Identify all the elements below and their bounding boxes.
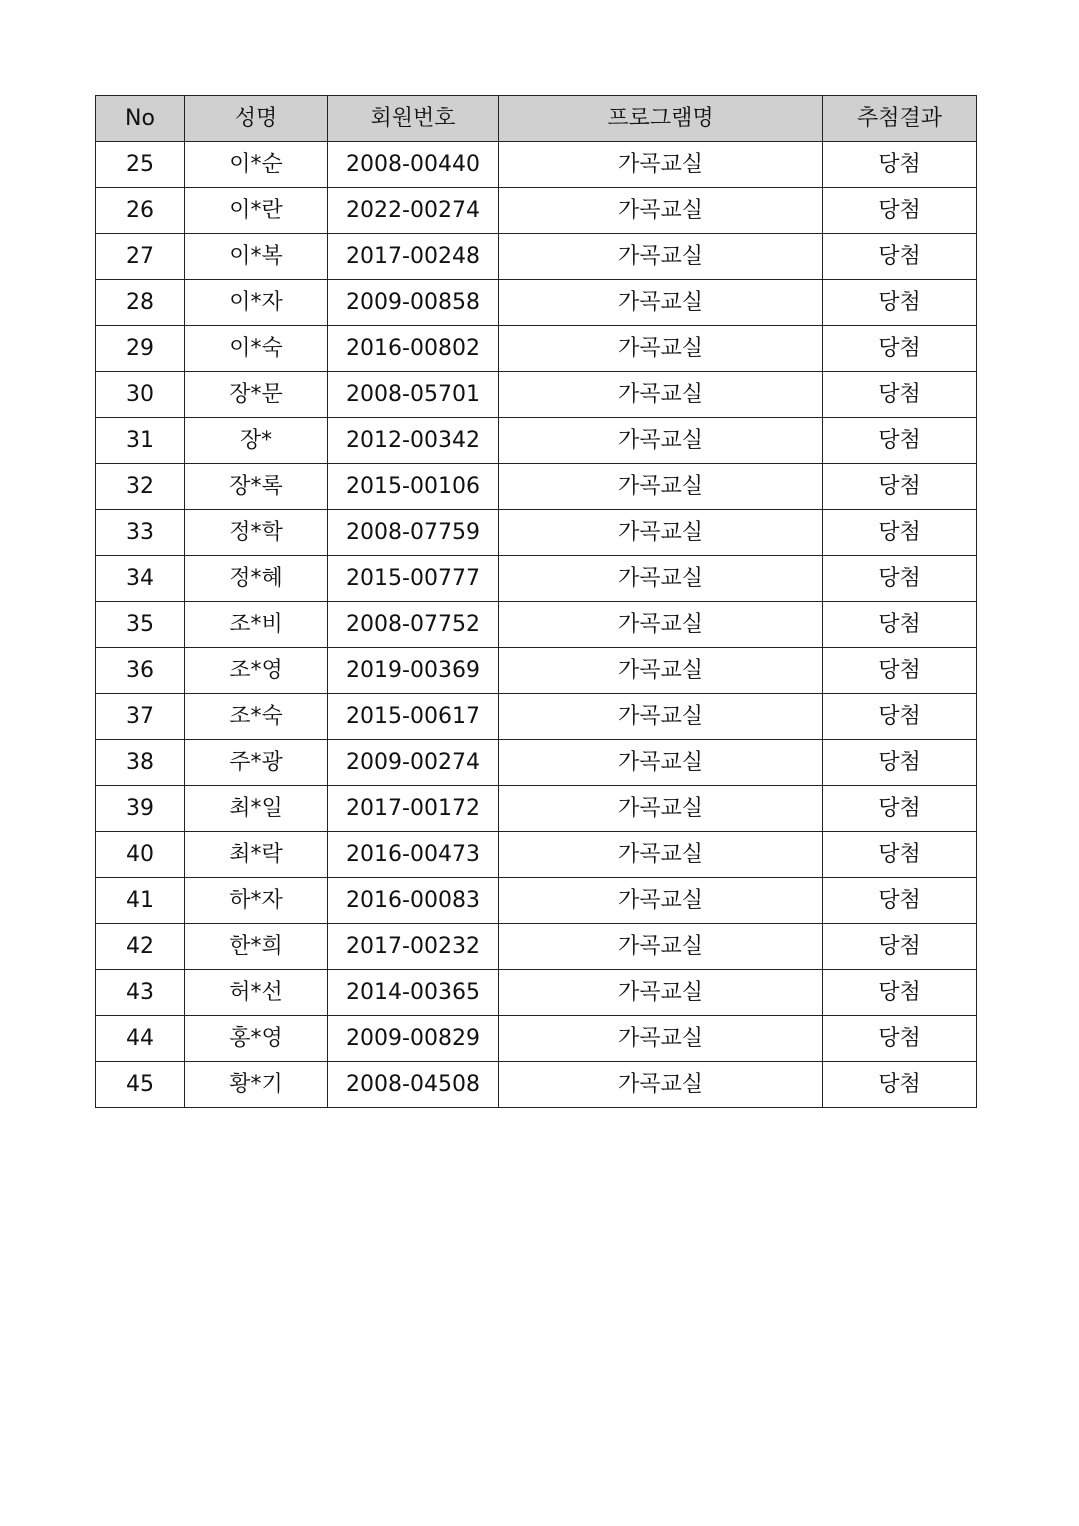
cell-member-id: 2008-05701 [328, 372, 499, 418]
table-row [96, 234, 977, 280]
cell-member-id: 2012-00342 [328, 418, 499, 464]
cell-member-id: 2009-00829 [328, 1016, 499, 1062]
header-name: 성명 [185, 96, 328, 142]
header-program: 프로그램명 [499, 96, 823, 142]
cell-member-id: 2022-00274 [328, 188, 499, 234]
cell-result: 당첨 [823, 188, 977, 234]
cell-result: 당첨 [823, 970, 977, 1016]
table-header-row [96, 96, 977, 142]
cell-result: 당첨 [823, 924, 977, 970]
table-row [96, 786, 977, 832]
cell-member-id: 2008-04508 [328, 1062, 499, 1108]
cell-result: 당첨 [823, 418, 977, 464]
cell-name: 정*학 [185, 510, 328, 556]
table-row [96, 924, 977, 970]
cell-no: 30 [96, 372, 185, 418]
table-row [96, 142, 977, 188]
cell-name: 최*일 [185, 786, 328, 832]
table-row [96, 602, 977, 648]
cell-name: 장*록 [185, 464, 328, 510]
cell-program: 가곡교실 [499, 832, 823, 878]
cell-name: 정*혜 [185, 556, 328, 602]
cell-member-id: 2008-07759 [328, 510, 499, 556]
cell-result: 당첨 [823, 234, 977, 280]
cell-no: 27 [96, 234, 185, 280]
cell-member-id: 2014-00365 [328, 970, 499, 1016]
cell-name: 조*영 [185, 648, 328, 694]
cell-no: 43 [96, 970, 185, 1016]
cell-result: 당첨 [823, 1062, 977, 1108]
table-body [96, 142, 977, 1108]
cell-member-id: 2017-00172 [328, 786, 499, 832]
cell-no: 41 [96, 878, 185, 924]
cell-member-id: 2017-00232 [328, 924, 499, 970]
cell-name: 허*선 [185, 970, 328, 1016]
cell-result: 당첨 [823, 832, 977, 878]
cell-result: 당첨 [823, 372, 977, 418]
table-row [96, 556, 977, 602]
cell-name: 이*란 [185, 188, 328, 234]
header-no: No [96, 96, 185, 142]
cell-member-id: 2015-00777 [328, 556, 499, 602]
cell-result: 당첨 [823, 602, 977, 648]
table-row [96, 832, 977, 878]
cell-program: 가곡교실 [499, 510, 823, 556]
header-result: 추첨결과 [823, 96, 977, 142]
cell-no: 39 [96, 786, 185, 832]
cell-member-id: 2016-00083 [328, 878, 499, 924]
cell-program: 가곡교실 [499, 326, 823, 372]
cell-program: 가곡교실 [499, 280, 823, 326]
cell-result: 당첨 [823, 694, 977, 740]
cell-member-id: 2016-00473 [328, 832, 499, 878]
cell-no: 35 [96, 602, 185, 648]
table-row [96, 326, 977, 372]
table-row [96, 280, 977, 326]
cell-name: 홍*영 [185, 1016, 328, 1062]
cell-name: 이*숙 [185, 326, 328, 372]
lottery-results-table [95, 95, 977, 1108]
cell-no: 40 [96, 832, 185, 878]
cell-member-id: 2015-00617 [328, 694, 499, 740]
cell-program: 가곡교실 [499, 188, 823, 234]
cell-result: 당첨 [823, 740, 977, 786]
cell-result: 당첨 [823, 556, 977, 602]
table-row [96, 694, 977, 740]
cell-result: 당첨 [823, 510, 977, 556]
cell-member-id: 2016-00802 [328, 326, 499, 372]
cell-result: 당첨 [823, 786, 977, 832]
header-member-id: 회원번호 [328, 96, 499, 142]
cell-name: 황*기 [185, 1062, 328, 1108]
cell-name: 최*락 [185, 832, 328, 878]
cell-member-id: 2009-00858 [328, 280, 499, 326]
cell-program: 가곡교실 [499, 924, 823, 970]
cell-program: 가곡교실 [499, 464, 823, 510]
cell-no: 26 [96, 188, 185, 234]
cell-name: 한*희 [185, 924, 328, 970]
cell-member-id: 2019-00369 [328, 648, 499, 694]
cell-program: 가곡교실 [499, 878, 823, 924]
cell-no: 28 [96, 280, 185, 326]
table-row [96, 418, 977, 464]
table-row [96, 510, 977, 556]
cell-no: 38 [96, 740, 185, 786]
cell-program: 가곡교실 [499, 234, 823, 280]
cell-result: 당첨 [823, 648, 977, 694]
cell-program: 가곡교실 [499, 648, 823, 694]
cell-program: 가곡교실 [499, 142, 823, 188]
cell-program: 가곡교실 [499, 602, 823, 648]
cell-name: 하*자 [185, 878, 328, 924]
cell-result: 당첨 [823, 1016, 977, 1062]
cell-program: 가곡교실 [499, 556, 823, 602]
cell-result: 당첨 [823, 280, 977, 326]
cell-program: 가곡교실 [499, 786, 823, 832]
cell-name: 조*숙 [185, 694, 328, 740]
cell-no: 45 [96, 1062, 185, 1108]
cell-no: 32 [96, 464, 185, 510]
table-row [96, 648, 977, 694]
cell-result: 당첨 [823, 142, 977, 188]
table-row [96, 970, 977, 1016]
cell-program: 가곡교실 [499, 1062, 823, 1108]
cell-program: 가곡교실 [499, 372, 823, 418]
cell-no: 31 [96, 418, 185, 464]
cell-program: 가곡교실 [499, 1016, 823, 1062]
cell-no: 37 [96, 694, 185, 740]
cell-name: 장*문 [185, 372, 328, 418]
cell-name: 주*광 [185, 740, 328, 786]
table-row [96, 878, 977, 924]
cell-no: 42 [96, 924, 185, 970]
cell-program: 가곡교실 [499, 694, 823, 740]
cell-no: 34 [96, 556, 185, 602]
table-row [96, 740, 977, 786]
cell-result: 당첨 [823, 464, 977, 510]
cell-member-id: 2009-00274 [328, 740, 499, 786]
cell-program: 가곡교실 [499, 970, 823, 1016]
table-row [96, 1016, 977, 1062]
cell-member-id: 2015-00106 [328, 464, 499, 510]
cell-name: 이*자 [185, 280, 328, 326]
table-row [96, 464, 977, 510]
cell-result: 당첨 [823, 326, 977, 372]
cell-name: 조*비 [185, 602, 328, 648]
table-row [96, 1062, 977, 1108]
cell-no: 44 [96, 1016, 185, 1062]
cell-no: 36 [96, 648, 185, 694]
cell-no: 25 [96, 142, 185, 188]
table-row [96, 372, 977, 418]
cell-name: 장* [185, 418, 328, 464]
cell-member-id: 2017-00248 [328, 234, 499, 280]
cell-name: 이*순 [185, 142, 328, 188]
cell-no: 29 [96, 326, 185, 372]
cell-program: 가곡교실 [499, 740, 823, 786]
cell-no: 33 [96, 510, 185, 556]
cell-name: 이*복 [185, 234, 328, 280]
cell-result: 당첨 [823, 878, 977, 924]
cell-member-id: 2008-00440 [328, 142, 499, 188]
cell-member-id: 2008-07752 [328, 602, 499, 648]
table-row [96, 188, 977, 234]
cell-program: 가곡교실 [499, 418, 823, 464]
